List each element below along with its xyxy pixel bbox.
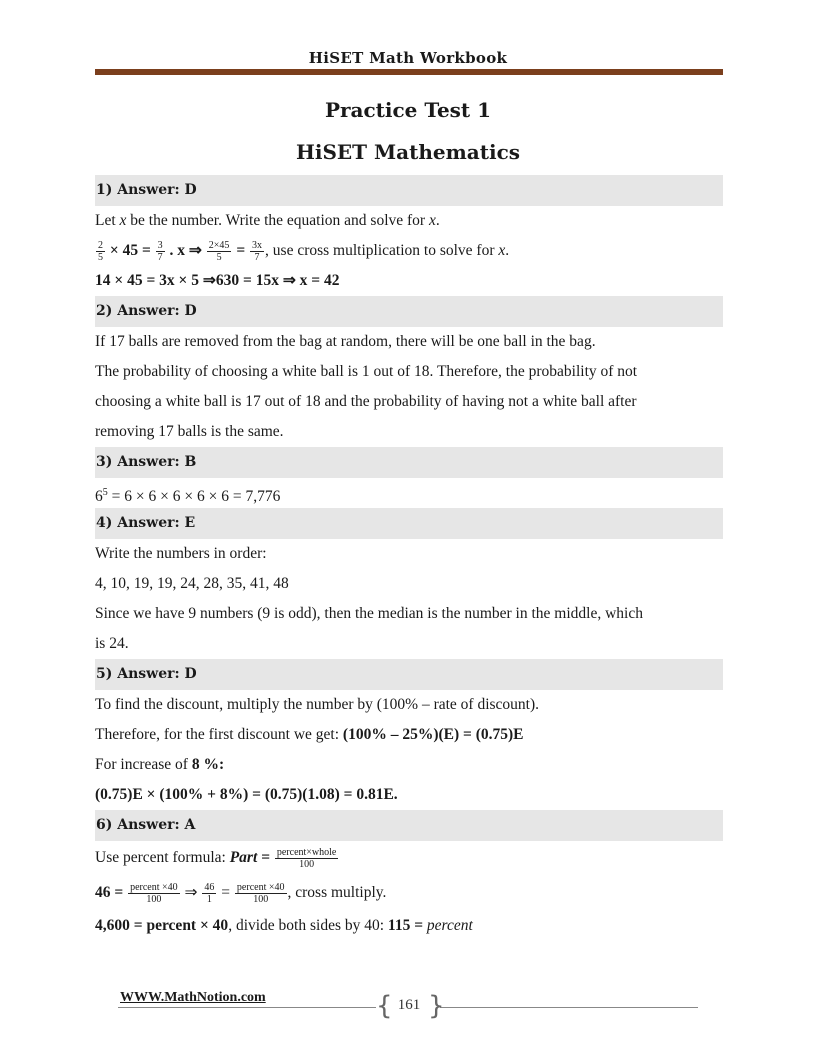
q3-line-1: $6^5 = 6 \times 6 \times 6 \times 6 \times 6 = 7,776$: [95, 487, 281, 506]
fraction: $\frac{3}{7}$: [157, 239, 163, 263]
answer-header-1: 1) Answer: D: [95, 175, 723, 206]
fraction: $\frac{\text{percent×whole}}{100}$: [276, 846, 337, 870]
page-subtitle: HiSET Mathematics: [295, 140, 521, 164]
answer-header-3: 3) Answer: B: [95, 447, 723, 478]
page-title: Practice Test 1: [324, 98, 492, 122]
q5-line-2: Therefore, for the first discount we get: (100% – 25%)(E) = (0.75)E: [95, 726, 524, 743]
answer-header-6: 6) Answer: A: [95, 810, 723, 841]
right-brace-icon: }: [428, 991, 445, 1021]
page-number: 161: [397, 997, 421, 1013]
answer-header-2: 2) Answer: D: [95, 296, 723, 327]
answer-header-4: 4) Answer: E: [95, 508, 723, 539]
workbook-header-title: HiSET Math Workbook: [308, 49, 508, 67]
q2-line-4: removing 17 balls is the same.: [95, 423, 284, 440]
footer-rule-left: [118, 1007, 376, 1008]
fraction: $\frac{46}{1}$: [204, 881, 215, 905]
q2-line-1: If 17 balls are removed from the bag at random, there will be one ball in the bag.: [95, 333, 596, 350]
q6-line-2: 46 = $\frac{\text{percent ×40}}{100}$ ⇒ $\frac{46}{1}$ = $\frac{\text{percent ×40}}{100}$ , cross multiply.: [95, 881, 387, 905]
q2-line-3: choosing a white ball is 17 out of 18 and the probability of having not a white ball after: [95, 393, 637, 410]
q6-line-1: Use percent formula: Part = $\frac{\text{percent×whole}}{100}$: [95, 846, 337, 870]
q4-line-1: Write the numbers in order:: [95, 545, 267, 562]
fraction: $\frac{\text{percent ×40}}{100}$: [236, 881, 285, 905]
q4-line-3: Since we have 9 numbers (9 is odd), then the median is the number in the middle, which: [95, 605, 643, 622]
q1-line-3: 14 × 45 = 3x × 5 ⇒630 = 15x ⇒ x = 42: [95, 272, 340, 289]
answers-content: [95, 175, 723, 941]
fraction: $\frac{2\times 45}{5}$: [208, 239, 230, 263]
fraction: $\frac{2}{5}$: [98, 239, 103, 263]
fraction: $\frac{3x}{7}$: [252, 239, 263, 263]
q5-line-3: For increase of 8 %:: [95, 756, 225, 773]
q2-line-2: The probability of choosing a white ball is 1 out of 18. Therefore, the probability of not: [95, 363, 638, 380]
footer-website: WWW.MathNotion.com: [120, 990, 266, 1005]
fraction: $\frac{\text{percent ×40}}{100}$: [130, 881, 178, 905]
q1-line-1: Let x be the number. Write the equation and solve for x.: [95, 212, 440, 229]
answer-header-5: 5) Answer: D: [95, 659, 723, 690]
footer-rule-right: [440, 1007, 698, 1008]
q6-line-3: 4,600 = percent × 40, divide both sides by 40: 115 = percent: [95, 917, 473, 934]
q1-line-2: $\frac{2}{5}$ × 45 = $\frac{3}{7}$ . x ⇒ $\frac{2\times 45}{5}$ = $\frac{3x}{7}$ , use cross multiplication to solve for x.: [98, 239, 510, 263]
left-brace-icon: {: [376, 991, 393, 1021]
q4-line-2: 4, 10, 19, 19, 24, 28, 35, 41, 48: [95, 575, 289, 592]
q5-line-1: To find the discount, multiply the number by (100% – rate of discount).: [95, 696, 540, 713]
header-rule: [95, 69, 723, 75]
q4-line-4: is 24.: [95, 635, 129, 652]
q5-line-4: (0.75)E × (100% + 8%) = (0.75)(1.08) = 0.81E.: [95, 786, 398, 803]
